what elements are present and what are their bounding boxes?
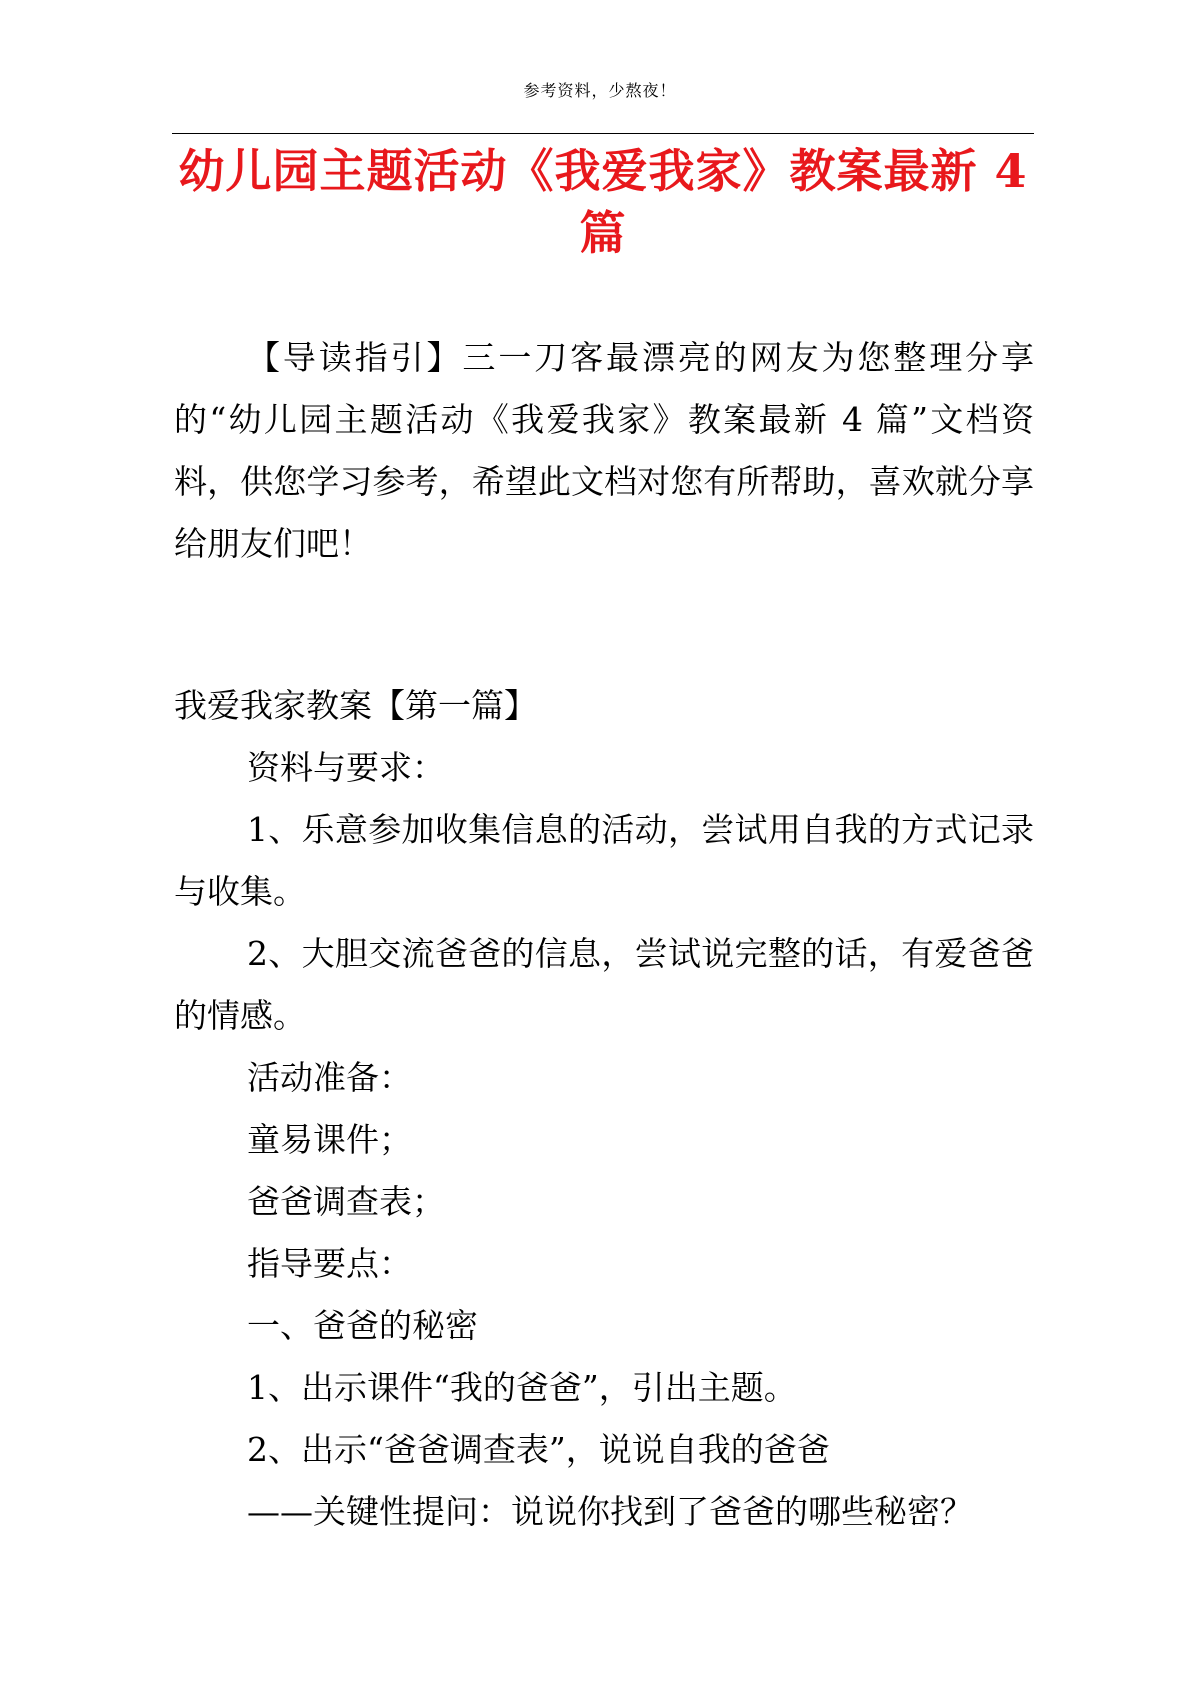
paragraph: 2、大胆交流爸爸的信息，尝试说完整的话，有爱爸爸的情感。 xyxy=(174,934,1034,1035)
paragraph: 一、爸爸的秘密 xyxy=(247,1306,478,1345)
paragraph: 2、出示“爸爸调查表”，说说自我的爸爸 xyxy=(247,1430,830,1469)
paragraph: 活动准备： xyxy=(247,1058,412,1097)
header-divider xyxy=(172,133,1034,134)
paragraph: 资料与要求： xyxy=(247,748,445,787)
paragraph: 1、乐意参加收集信息的活动，尝试用自我的方式记录与收集。 xyxy=(174,810,1034,911)
intro-paragraph: 【导读指引】三一刀客最漂亮的网友为您整理分享的“幼儿园主题活动《我爱我家》教案最新 4 篇”文档资料，供您学习参考，希望此文档对您有所帮助，喜欢就分享给朋友们吧！ xyxy=(174,338,1034,563)
document-title: 幼儿园主题活动《我爱我家》教案最新 4 篇 xyxy=(178,144,1028,260)
header-note: 参考资料，少熬夜！ xyxy=(523,81,677,100)
document-body xyxy=(174,327,1034,1543)
paragraph: 爸爸调查表； xyxy=(247,1182,445,1221)
paragraph: 童易课件； xyxy=(247,1120,412,1159)
paragraph: 1、出示课件“我的爸爸”，引出主题。 xyxy=(247,1368,797,1407)
paragraph: 指导要点： xyxy=(247,1244,412,1283)
paragraph: ——关键性提问：说说你找到了爸爸的哪些秘密？ xyxy=(247,1492,973,1531)
section-heading: 我爱我家教案【第一篇】 xyxy=(174,686,537,725)
